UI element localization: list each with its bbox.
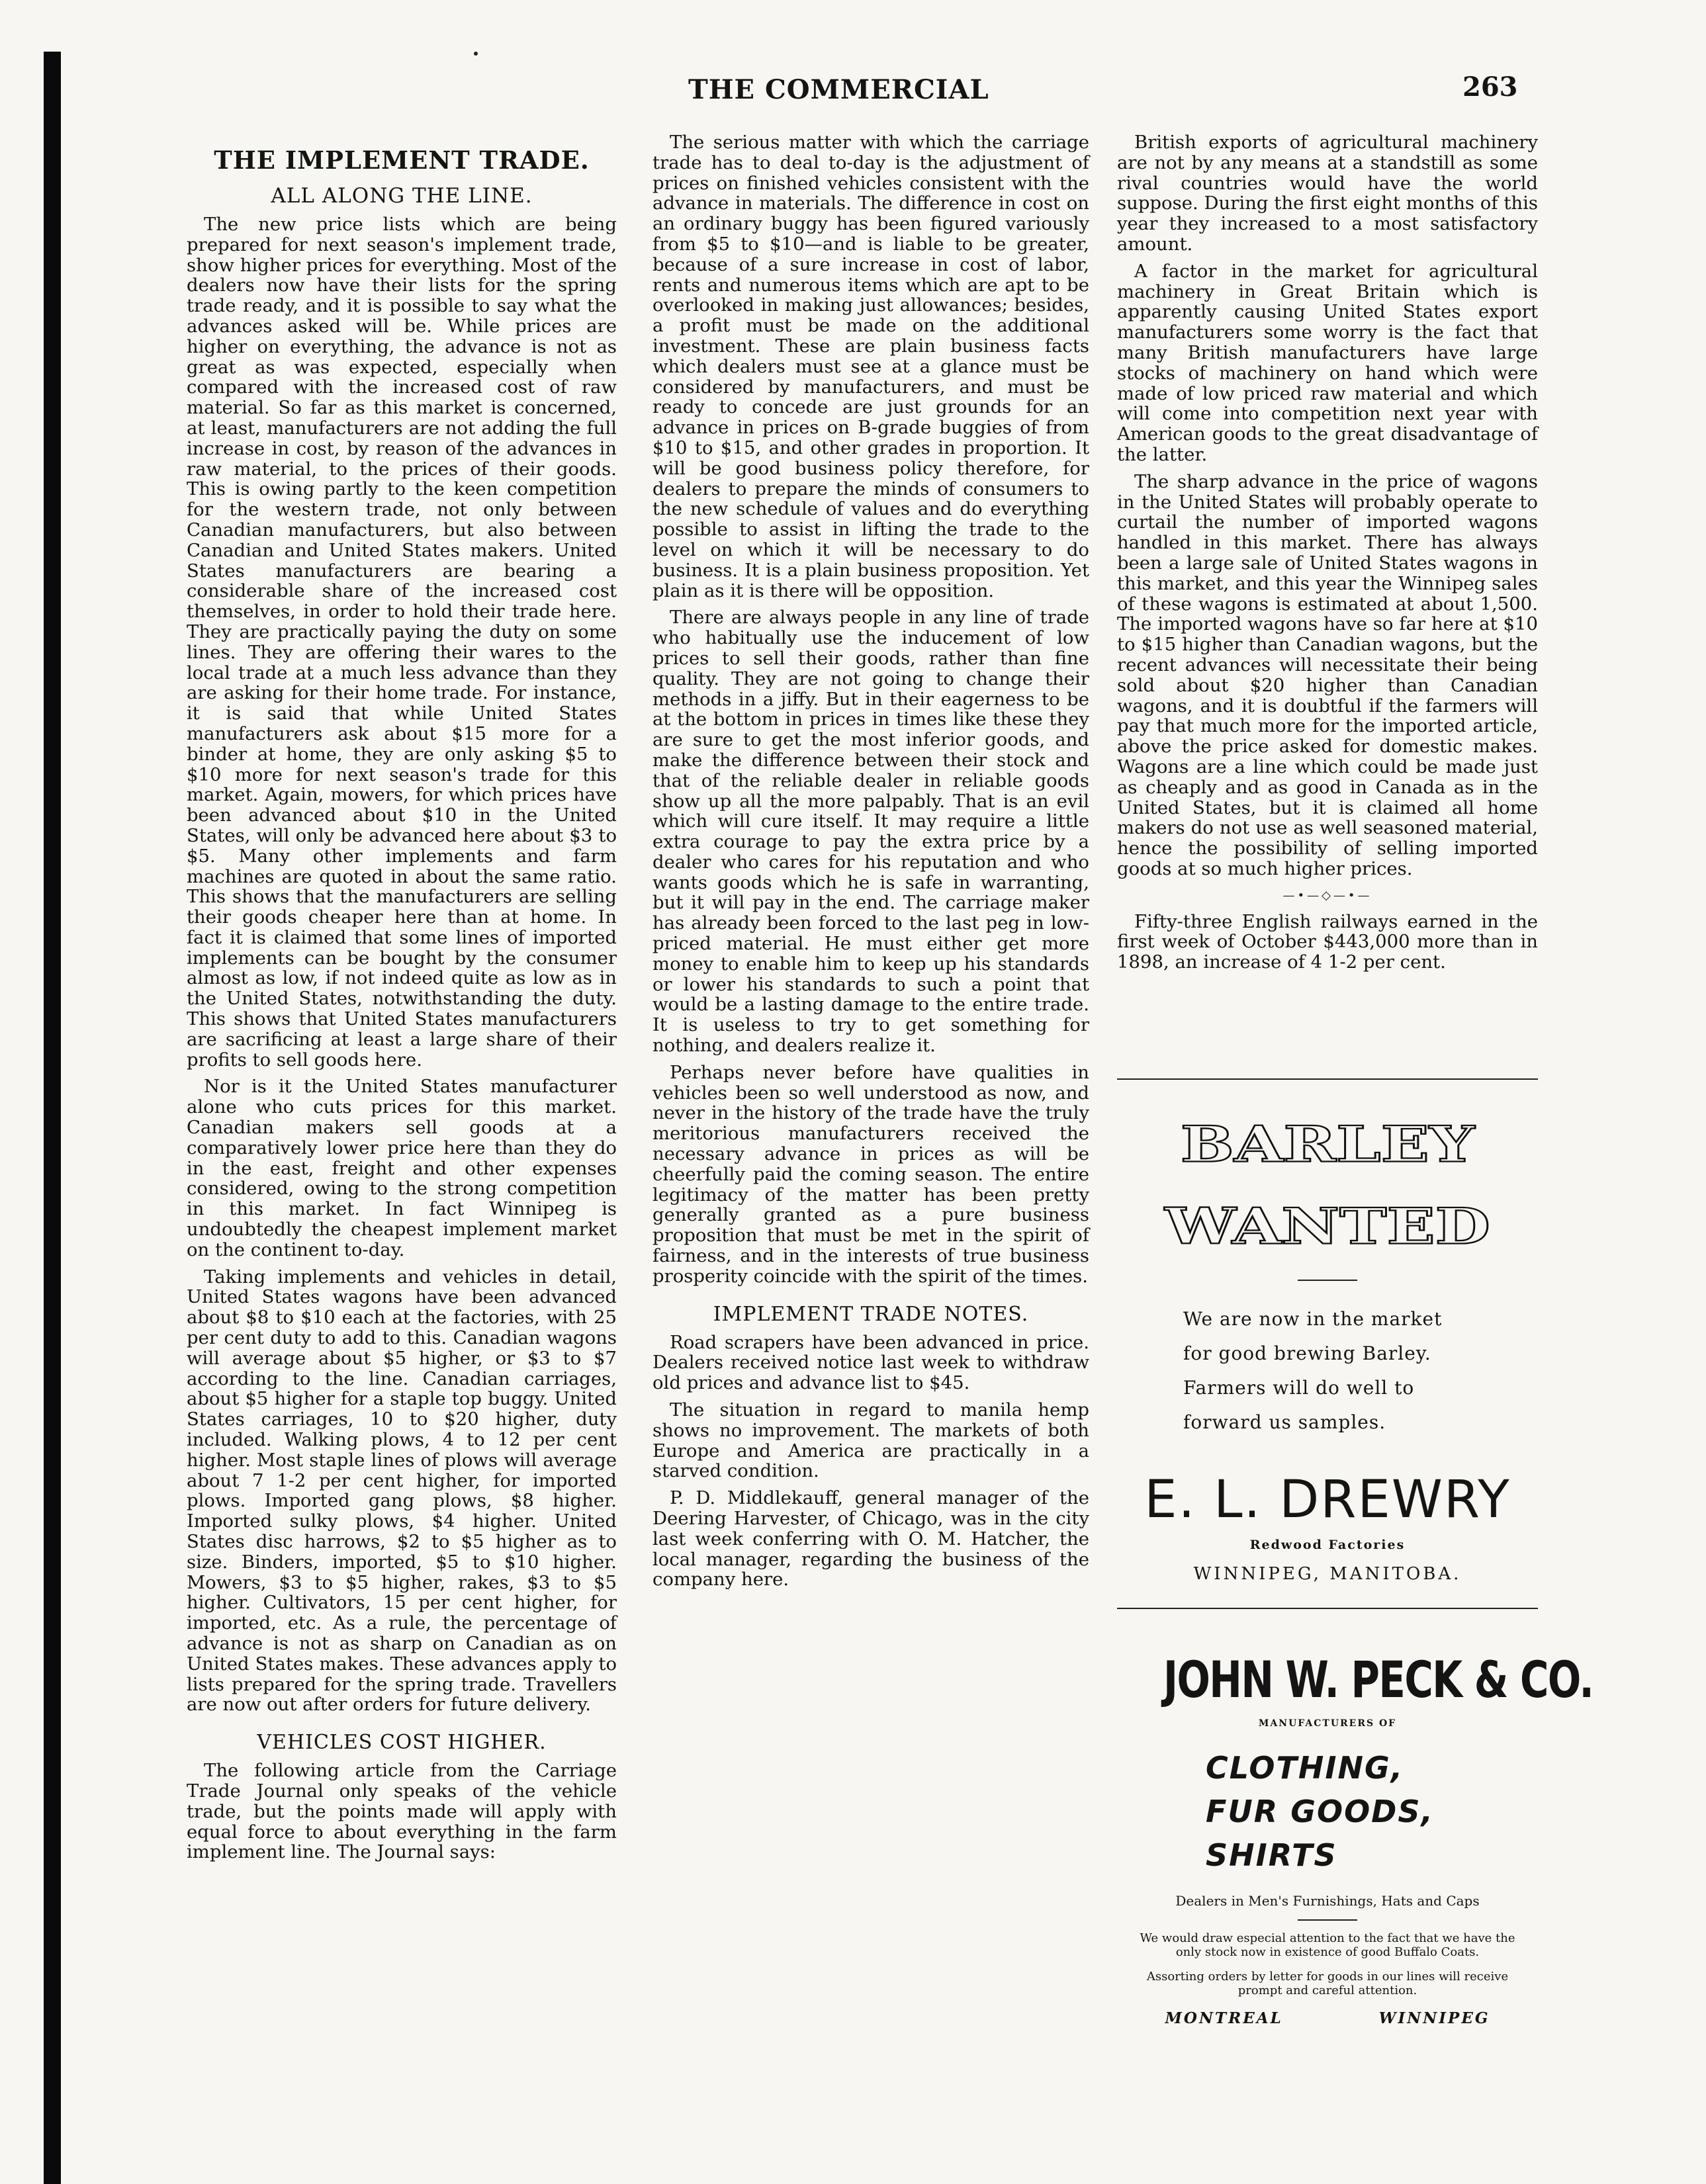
article-paragraph: P. D. Middlekauff, general manager of the Deering Harvester, of Chicago, was in the city last week conferring with O. M. Hatcher, the local manager, regarding the business of the company here. — [652, 1487, 1089, 1591]
column-3 — [1117, 132, 1538, 979]
section-title-notes: IMPLEMENT TRADE NOTES. — [713, 1302, 1029, 1326]
article-paragraph: The serious matter with which the carriage trade has to deal to-day is the adjustment of prices on finished vehicles consistent with the advance in materials. The difference in cost on an ordinary buggy has been figured variously from $5 to $10—and is liable to be greater, because of a sure increase in cost of labor, rents and numerous items which are apt to be overlooked in making just allowances; besides, a profit must be made on the additional investment. These are plain business facts which dealers must see at a glance must be considered by manufacturers, and must be ready to concede are just grounds for an advance in prices on B-grade buggies of from $10 to $15, and other grades in proportion. It will be good business policy therefore, for dealers to prepare the minds of consumers to the new schedule of values and do everything possible to assist in lifting the trade to the level on which it will be necessary to do business. It is a plain business proposition. Yet plain as it is there will be opposition. — [652, 132, 1089, 601]
article-subtitle: ALL ALONG THE LINE. — [271, 184, 533, 208]
print-speck — [474, 52, 478, 56]
railways-note: Fifty-three English railways earned in the first week of October $443,000 more than in 1898, an increase of 4 1-2 per cent. — [1117, 910, 1538, 973]
article-paragraph: The new price lists which are being prepared for next season's implement trade, show higher prices for everything. Most of the dealers now have their lists for the spring trade ready, and it is possible to say what the advances asked will be. While prices are higher on everything, the advance is not as great as was expected, especially when compared with the increased cost of raw material. So far as this market is concerned, at least, manufacturers are not adding the full increase in cost, by reason of the advances in raw material, to the prices of their goods. This is owing partly to the keen competition for the western trade, not only between Canadian manufacturers, but also between Canadian and United States makers. United States manufacturers are bearing a considerable share of the increased cost themselves, in order to hold their trade here. They are practically paying the duty on some lines. They are offering their wares to the local trade at a much less advance than they are asking for their home trade. For instance, it is said that while United States manufacturers ask about $15 more for a binder at home, they are only asking $5 to $10 more for next season's trade for this market. Again, mowers, for which prices have been advanced about $10 in the United States, will only be advanced here about $3 to $5. Many other implements and farm machines are quoted in about the same ratio. This shows that the manufacturers are selling their goods cheaper here than at home. In fact it is claimed that some lines of imported implements can be bought by the consumer almost as low, if not indeed quite as low as in the United States, notwithstanding the duty. This shows that United States manufacturers are sacrificing at least a large share of their profits to sell goods here. — [187, 214, 617, 1070]
ad-bottom-rule — [1117, 1608, 1538, 1609]
article-paragraph: The sharp advance in the price of wagons in the United States will probably operate to curtail the number of imported wagons handled in this market. There has always been a large sale of United States wagons in this market, and this year the Winnipeg sales of these wagons is estimated at about 1,500. The imported wagons have so far here at $10 to $15 higher than Canadian wagons, but the recent advances will necessitate their being sold about $20 higher than Canadian wagons, and it is doubtful if the farmers will pay that much more for the imported article, above the price asked for domestic makes. Wagons are a line which could be made just as cheaply and as good in Canada as in the United States, but it is claimed all home makers do not use as well seasoned material, hence the possibility of selling imported goods at so much higher prices. — [1117, 470, 1538, 879]
ad-barley-body — [1183, 1302, 1538, 1440]
column-1 — [187, 132, 617, 1869]
article-paragraph: A factor in the market for agricultural machinery in Great Britain which is apparently causing United States export manufacturers some worry is the fact that many British manufacturers have large stocks of machinery on hand which were made of low priced raw material and which will come into competition next year with American goods to the great disadvantage of the latter. — [1117, 260, 1538, 465]
ad-products — [1117, 1746, 1538, 1877]
article-paragraph: British exports of agricultural machinery are not by any means at a standstill as some rival countries would have the world suppose. During the first eight months of this year they increased to a most satisfactory amount. — [1117, 132, 1538, 255]
ad-tagline: MANUFACTURERS OF — [1258, 1718, 1397, 1729]
ad-product: SHIRTS — [1206, 1837, 1337, 1873]
section-title-vehicles: VEHICLES COST HIGHER. — [257, 1731, 547, 1755]
ad-body-line: forward us samples. — [1183, 1411, 1386, 1433]
ad-barley-wanted — [1117, 1078, 1538, 1621]
ad-location: WINNIPEG, MANITOBA. — [1193, 1564, 1462, 1584]
ad-body-line: We are now in the market — [1183, 1308, 1443, 1330]
column-2 — [652, 132, 1089, 1596]
ad-top-rule — [1117, 1078, 1538, 1080]
ad-cities — [1117, 2009, 1538, 2027]
article-paragraph: There are always people in any line of trade who habitually use the inducement of low prices to sell their goods, rather than fine quality. They are not going to change their methods in a jiffy. But in their eagerness to be at the bottom in prices in times like these they are sure to get the most inferior goods, and make the difference between their stock and that of the reliable dealer in reliable goods show up all the more palpably. That is an evil which will cure itself. It may require a little extra courage to pay the extra price by a dealer who cares for his reputation and who wants goods which he is safe in warranting, but it will pay in the end. The carriage maker has already been forced to the last peg in low-priced material. He must either get more money to enable him to keep up his standards or lower his standards to such a point that would be a lasting damage to the entire trade. It is useless to try to get something for nothing, and dealers realize it. — [652, 607, 1089, 1057]
ad-short-rule — [1298, 1919, 1357, 1921]
ad-dealers-line: Dealers in Men's Furnishings, Hats and Caps — [1175, 1893, 1480, 1909]
article-paragraph: Perhaps never before have qualities in vehicles been so well understood as now, and never in the history of the trade have the truly meritorious manufacturers received the necessary advance in prices as will be cheerfully paid the coming season. The entire legitimacy of the matter has been pretty generally granted as a pure business proposition that must be met in the spirit of fairness, and in the interests of true business prosperity coincide with the spirit of the times. — [652, 1061, 1089, 1287]
ad-product: CLOTHING, — [1206, 1750, 1404, 1786]
ad-city: WINNIPEG — [1378, 2009, 1490, 2027]
article-title: THE IMPLEMENT TRADE. — [214, 146, 590, 175]
page-number: 263 — [1462, 71, 1518, 103]
ad-headline-text: WANTED — [1165, 1197, 1490, 1256]
ad-city: MONTREAL — [1165, 2009, 1283, 2027]
article-paragraph: The following article from the Carriage Trade Journal only speaks of the vehicle trade, but the points made will apply with equal force to about everything in the farm implement line. The Journal says: — [187, 1760, 617, 1863]
ad-john-w-peck — [1117, 1621, 1594, 2097]
ornament-divider: —•—◇—•— — [1282, 888, 1372, 902]
article-paragraph: Nor is it the United States manufacturer alone who cuts prices for this market. Canadian makers sell goods at a comparatively lower price here than they do in the east, freight and other expenses considered, owing to the strong competition in this market. In fact Winnipeg is undoubtedly the cheapest implement market on the continent to-day. — [187, 1076, 617, 1260]
ad-headline-wanted — [1117, 1195, 1538, 1258]
ad-company-peck: JOHN W. PECK & CO. — [1163, 1650, 1594, 1709]
article-paragraph: Taking implements and vehicles in detail, United States wagons have been advanced about $8 to $10 each at the factories, with 25 per cent duty to add to this. Canadian wagons will average about $5 higher, or $3 to $7 according to the line. Canadian carriages, about $5 higher for a staple top buggy. United States carriages, 10 to $20 higher, duty included. Walking plows, 4 to 12 per cent higher. Most staple lines of plows will average about 7 1-2 per cent higher, for imported plows. Imported gang plows, $8 higher. Imported sulky plows, $4 higher. United States disc harrows, $2 to $5 higher as to size. Binders, imported, $5 to $10 higher. Mowers, $3 to $5 higher, rakes, $3 to $5 higher. Cultivators, 15 per cent higher, for imported, etc. As a rule, the percentage of advance is not as sharp on Canadian as on United States makes. These advances apply to lists prepared for the spring trade. Travellers are now out after orders for future delivery. — [187, 1266, 617, 1716]
ad-product: FUR GOODS, — [1206, 1794, 1434, 1829]
ad-notice: Assorting orders by letter for goods in our lines will receive prompt and careful attention. — [1146, 1970, 1509, 1997]
ad-headline-barley — [1117, 1113, 1538, 1176]
page-binding-edge — [44, 52, 61, 2184]
ad-headline-text: BARLEY — [1180, 1115, 1475, 1174]
running-head: THE COMMERCIAL — [688, 74, 989, 105]
ad-body-line: Farmers will do well to — [1183, 1377, 1415, 1399]
article-paragraph: The situation in regard to manila hemp shows no improvement. The markets of both Europe and America are practically in a starved condition. — [652, 1399, 1089, 1482]
article-paragraph: Road scrapers have been advanced in price. Dealers received notice last week to withdraw old prices and advance list to $45. — [652, 1331, 1089, 1394]
ad-company-drewry: E. L. DREWRY — [1144, 1470, 1511, 1530]
ad-short-rule — [1298, 1280, 1357, 1281]
ad-notice: We would draw especial attention to the fact that we have the only stock now in existence of good Buffalo Coats. — [1140, 1931, 1515, 1959]
ad-body-line: for good brewing Barley. — [1183, 1342, 1431, 1364]
ad-factories: Redwood Factories — [1249, 1538, 1406, 1552]
